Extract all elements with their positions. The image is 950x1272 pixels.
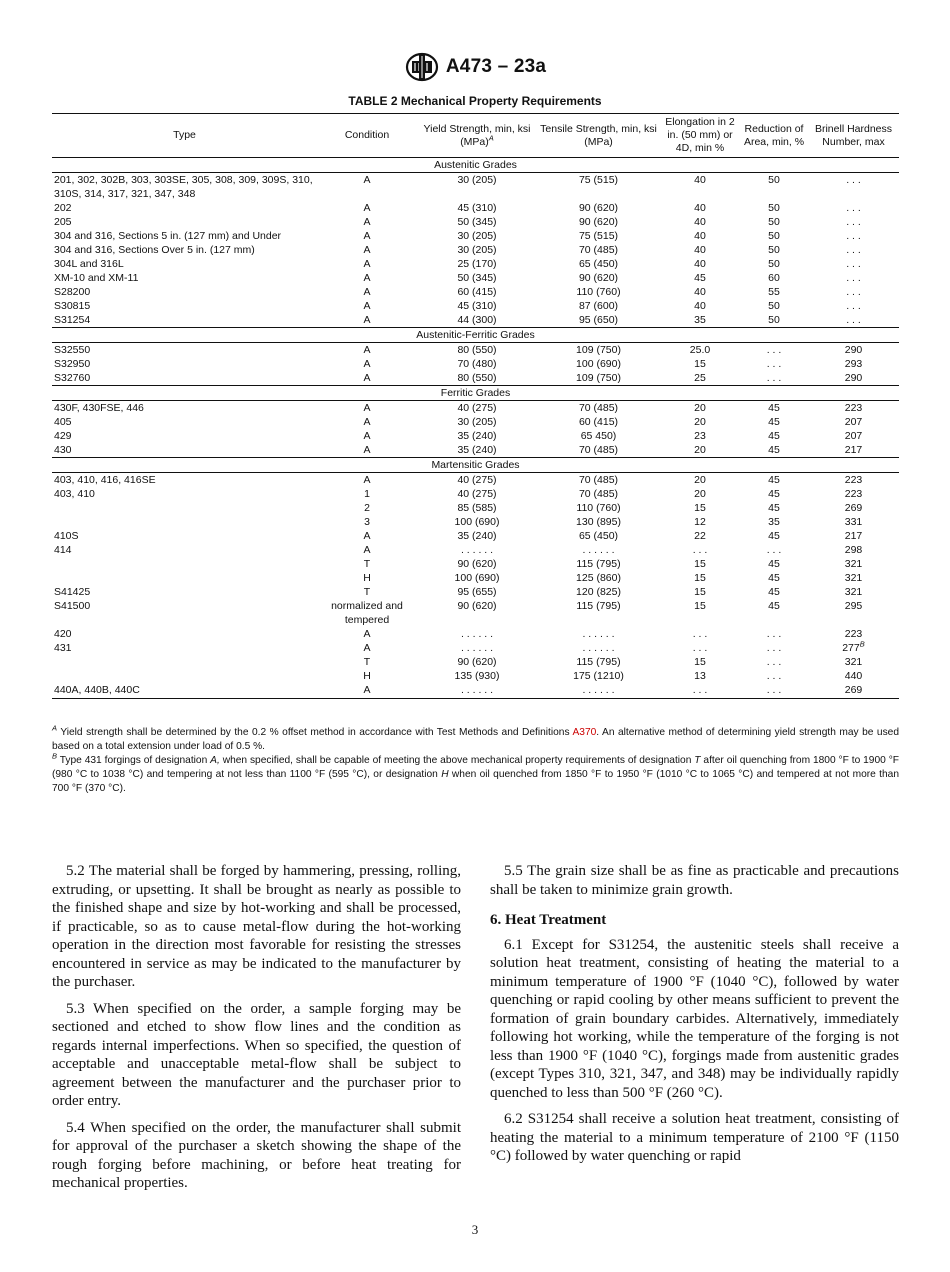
cell-elongation: . . . bbox=[692, 642, 708, 654]
table-header-row bbox=[52, 114, 899, 158]
cell-condition: A bbox=[363, 314, 371, 326]
cell-condition: 2 bbox=[364, 502, 370, 514]
cell-yield: 40 (275) bbox=[457, 488, 497, 500]
cell-condition: A bbox=[363, 300, 371, 312]
cell-elongation: 40 bbox=[694, 202, 706, 214]
cell-brinell: 293 bbox=[844, 358, 863, 370]
left-column bbox=[52, 862, 461, 1201]
cell-tensile: 87 (600) bbox=[578, 300, 619, 312]
cell-condition: A bbox=[363, 530, 371, 542]
cell-condition: 1 bbox=[364, 488, 370, 500]
table-row bbox=[52, 313, 899, 328]
cell-reduction: 45 bbox=[768, 586, 780, 598]
table-row bbox=[52, 285, 899, 299]
paragraph-5-4: 5.4 When specified on the order, the manufacturer shall submit for approval of the purchaser a sketch showing the shape of the rough forging before machining, or before heat treating for mechanical properties. bbox=[52, 1119, 461, 1191]
cell-tensile: 90 (620) bbox=[578, 272, 619, 284]
cell-brinell: 321 bbox=[844, 656, 863, 668]
cell-type: S31254 bbox=[54, 314, 91, 326]
cell-type: 201, 302, 302B, 303, 303SE, 305, 308, 309, 309S, 310, 310S, 314, 317, 321, 347, 348 bbox=[54, 174, 313, 200]
cell-tensile: 110 (760) bbox=[576, 502, 621, 514]
cell-yield: . . . . . . bbox=[460, 642, 494, 654]
cell-condition: T bbox=[363, 656, 371, 668]
cell-yield: 100 (690) bbox=[454, 572, 500, 584]
cell-reduction: 45 bbox=[768, 402, 780, 414]
cell-yield: . . . . . . bbox=[417, 683, 537, 699]
cell-elongation: 23 bbox=[694, 430, 706, 442]
cell-reduction: 50 bbox=[768, 300, 780, 312]
table-footnotes bbox=[52, 723, 899, 796]
mechanical-property-table bbox=[52, 113, 899, 699]
cell-brinell: 223 bbox=[844, 628, 863, 640]
cell-brinell: 217 bbox=[844, 444, 863, 456]
paragraph-5-2: 5.2 The material shall be forged by hammering, pressing, rolling, extruding, or upsetting. It shall be brought as nearly as possible to the finished shape and size by hot-working and shall be processed, if practicable, so as to cause metal-flow during the hot-working operation in the direction most favorable for resisting the stresses encountered in service as may be indicated to the manufacturer by the purchaser. bbox=[52, 863, 461, 990]
cell-brinell: 207 bbox=[844, 416, 863, 428]
cell-tensile: 70 (485) bbox=[578, 488, 619, 500]
cell-yield: 80 (550) bbox=[457, 344, 497, 356]
cell-brinell: . . . bbox=[846, 174, 861, 186]
cell-brinell: . . . bbox=[846, 230, 861, 242]
cell-yield: 80 (550) bbox=[457, 372, 497, 384]
cell-elongation: 20 bbox=[694, 416, 706, 428]
cell-reduction: 45 bbox=[768, 416, 780, 428]
cell-yield: 35 (240) bbox=[457, 530, 497, 542]
cell-reduction: 50 bbox=[768, 314, 780, 326]
cell-tensile: 75 (515) bbox=[578, 174, 619, 186]
cell-elongation: 12 bbox=[694, 516, 706, 528]
cell-yield: 44 (300) bbox=[457, 314, 497, 326]
cell-yield: 45 (310) bbox=[457, 202, 497, 214]
cell-condition: A bbox=[363, 642, 371, 654]
cell-tensile: . . . . . . bbox=[582, 544, 615, 556]
cell-type: 430F, 430FSE, 446 bbox=[54, 402, 144, 414]
table-row bbox=[52, 257, 899, 271]
cell-elongation: 25.0 bbox=[689, 344, 711, 356]
cell-brinell: . . . bbox=[846, 300, 861, 312]
cell-type: 440A, 440B, 440C bbox=[52, 683, 317, 699]
cell-brinell: 321 bbox=[844, 572, 863, 584]
group-label: Austenitic Grades bbox=[52, 158, 899, 173]
cell-condition: H bbox=[363, 572, 371, 584]
section-heading-heat-treatment: 6. Heat Treatment bbox=[490, 912, 607, 928]
cell-type: 304 and 316, Sections Over 5 in. (127 mm) bbox=[54, 244, 255, 256]
cell-elongation: 40 bbox=[694, 258, 706, 270]
table-row bbox=[52, 669, 899, 683]
footnote-b: $^B$ Type 431 forgings of designation A, when specified, shall be capable of meeting the above mechanical property requirements of designation T after oil quenching from 1800 °F to 1900 °F (980 °C to 1038 °C) and tempering at not less than 1100 °F (595 °C), or designation H when oil quenched from 1850 °F to 1950 °F (1010 °C to 1065 °C) and tempered at not more than 700 °F (370 °C). bbox=[52, 751, 899, 794]
cell-yield: 40 (275) bbox=[457, 474, 497, 486]
cell-condition: A bbox=[363, 628, 371, 640]
cell-elongation: 15 bbox=[694, 572, 706, 584]
cell-brinell: 223 bbox=[844, 402, 863, 414]
cell-yield: 70 (480) bbox=[457, 358, 497, 370]
cell-tensile: . . . . . . bbox=[582, 628, 615, 640]
cell-reduction: 55 bbox=[768, 286, 780, 298]
cell-brinell: 217 bbox=[844, 530, 863, 542]
cell-reduction: . . . bbox=[740, 683, 808, 699]
table-row bbox=[52, 173, 899, 202]
cell-brinell: . . . bbox=[846, 216, 861, 228]
cell-elongation: 20 bbox=[694, 474, 706, 486]
table-row bbox=[52, 201, 899, 215]
cell-reduction: 45 bbox=[768, 502, 780, 514]
table-row bbox=[52, 357, 899, 371]
cell-type: S28200 bbox=[54, 286, 91, 298]
cell-elongation: 25 bbox=[694, 372, 706, 384]
cell-type: S41500 bbox=[54, 600, 91, 612]
cell-elongation: . . . bbox=[692, 544, 708, 556]
cell-condition: A bbox=[363, 202, 371, 214]
cell-yield: . . . . . . bbox=[460, 544, 494, 556]
col-header-reduction: Reduction of Area, min, % bbox=[740, 114, 808, 158]
cell-tensile: 130 (895) bbox=[576, 516, 621, 528]
group-header-row bbox=[52, 158, 899, 173]
paragraph-5-5: 5.5 The grain size shall be as fine as practicable and precautions shall be taken to minimize grain growth. bbox=[490, 863, 899, 898]
cell-reduction: 45 bbox=[768, 444, 780, 456]
cell-type: 431 bbox=[54, 642, 72, 654]
table-row bbox=[52, 571, 899, 585]
group-header-row bbox=[52, 328, 899, 343]
cell-tensile: 109 (750) bbox=[576, 344, 621, 356]
cell-elongation: 45 bbox=[694, 272, 706, 284]
table-row bbox=[52, 515, 899, 529]
cell-yield: 40 (275) bbox=[457, 402, 497, 414]
table-title: TABLE 2 Mechanical Property Requirements bbox=[348, 94, 602, 108]
cell-condition: A bbox=[363, 358, 371, 370]
cell-yield: 50 (345) bbox=[457, 272, 497, 284]
cell-type: 202 bbox=[54, 202, 72, 214]
paragraph-5-3: 5.3 When specified on the order, a sample forging may be sectioned and etched to show flow lines and the condition as regards internal imperfections. When so specified, the question of acceptable and unacceptable metal-flow shall be subject to agreement between the manufacturer and the purchaser prior to order entry. bbox=[52, 1000, 461, 1109]
cell-yield: 60 (415) bbox=[457, 286, 497, 298]
cell-tensile: 95 (650) bbox=[578, 314, 619, 326]
cell-tensile: 65 450) bbox=[580, 430, 617, 442]
col-header-type: Type bbox=[52, 114, 317, 158]
cell-yield: . . . . . . bbox=[460, 628, 494, 640]
col-header-brinell: Brinell Hardness Number, max bbox=[808, 114, 899, 158]
cell-yield: 90 (620) bbox=[457, 656, 497, 668]
table-row bbox=[52, 501, 899, 515]
table-row bbox=[52, 599, 899, 627]
table-row bbox=[52, 473, 899, 488]
cell-reduction: . . . bbox=[766, 544, 782, 556]
paragraph-6-1: 6.1 Except for S31254, the austenitic steels shall receive a solution heat treatment, consisting of heating the material to a minimum temperature of 1900 °F (1040 °C), followed by water quenching or rapid cooling by other means sufficient to prevent the formation of grain boundary carbides. Alternatively, immediately following hot working, while the temperature of the forging is not less than 1900 °F (1040 °C), forgings made from austenitic grades (except Types 310, 321, 347, and 348) may be individually rapidly quenched to less than 500 °F (260 °C). bbox=[490, 936, 899, 1101]
cell-condition: normalized and tempered bbox=[331, 600, 403, 626]
cell-type bbox=[52, 655, 317, 669]
cell-type: S32760 bbox=[54, 372, 91, 384]
cell-brinell: 298 bbox=[844, 544, 863, 556]
cell-condition: T bbox=[363, 558, 371, 570]
table-row bbox=[52, 543, 899, 557]
table-row bbox=[52, 487, 899, 501]
cell-reduction: 45 bbox=[768, 600, 780, 612]
cell-condition: A bbox=[363, 402, 371, 414]
cell-yield: 45 (310) bbox=[457, 300, 497, 312]
table-row bbox=[52, 371, 899, 386]
cell-elongation: 35 bbox=[694, 314, 706, 326]
cell-brinell: . . . bbox=[846, 286, 861, 298]
cell-brinell: . . . bbox=[846, 258, 861, 270]
cell-condition: A bbox=[363, 344, 371, 356]
paragraph-6-2: 6.2 S31254 shall receive a solution heat treatment, consisting of heating the material to a minimum temperature of 2100 °F (1150 °C) followed by water quenching or rapid bbox=[490, 1111, 899, 1164]
cell-type: 304L and 316L bbox=[54, 258, 124, 270]
cell-brinell: 321 bbox=[844, 558, 863, 570]
cell-condition: A bbox=[363, 216, 371, 228]
cell-reduction: 45 bbox=[768, 474, 780, 486]
group-label: Ferritic Grades bbox=[52, 386, 899, 401]
table-row bbox=[52, 215, 899, 229]
cell-condition: A bbox=[363, 372, 371, 384]
col-header-elongation: Elongation in 2 in. (50 mm) or 4D, min % bbox=[660, 114, 740, 158]
cell-reduction: . . . bbox=[766, 656, 782, 668]
cell-yield: 30 (205) bbox=[457, 174, 497, 186]
table-row bbox=[52, 627, 899, 641]
cell-yield: 35 (240) bbox=[457, 444, 497, 456]
cell-condition: A bbox=[363, 286, 371, 298]
cell-yield: 30 (205) bbox=[457, 244, 497, 256]
group-header-row bbox=[52, 458, 899, 473]
cell-tensile: 65 (450) bbox=[578, 530, 619, 542]
cell-brinell: . . . bbox=[846, 244, 861, 256]
cell-condition: A bbox=[363, 544, 371, 556]
cell-yield: 30 (205) bbox=[457, 230, 497, 242]
cell-condition: A bbox=[363, 244, 371, 256]
table-row bbox=[52, 229, 899, 243]
cell-elongation: 15 bbox=[694, 586, 706, 598]
cell-type bbox=[52, 669, 317, 683]
cell-elongation: . . . bbox=[660, 683, 740, 699]
cell-type bbox=[52, 501, 317, 515]
cell-elongation: 40 bbox=[694, 300, 706, 312]
page-header bbox=[0, 52, 950, 87]
cell-elongation: 40 bbox=[694, 230, 706, 242]
cell-brinell: 207 bbox=[844, 430, 863, 442]
cell-type: S41425 bbox=[54, 586, 91, 598]
cell-type: S32550 bbox=[54, 344, 91, 356]
cell-condition: A bbox=[363, 444, 371, 456]
cell-reduction: 60 bbox=[768, 272, 780, 284]
cell-tensile: 90 (620) bbox=[578, 216, 619, 228]
table-row bbox=[52, 585, 899, 599]
cell-brinell: 440 bbox=[844, 670, 863, 682]
cell-tensile: 60 (415) bbox=[578, 416, 619, 428]
cell-tensile: 109 (750) bbox=[576, 372, 621, 384]
cell-brinell: 269 bbox=[844, 502, 863, 514]
cell-tensile: 125 (860) bbox=[576, 572, 621, 584]
cell-condition: 3 bbox=[364, 516, 370, 528]
cell-elongation: . . . bbox=[692, 628, 708, 640]
cell-condition: A bbox=[363, 174, 371, 186]
cell-brinell: 290 bbox=[844, 372, 863, 384]
cell-reduction: 50 bbox=[768, 202, 780, 214]
cell-tensile: . . . . . . bbox=[582, 642, 615, 654]
page-number: 3 bbox=[471, 1222, 479, 1237]
cell-elongation: 20 bbox=[694, 444, 706, 456]
cell-type: S32950 bbox=[54, 358, 91, 370]
cell-yield: 25 (170) bbox=[457, 258, 497, 270]
table-row bbox=[52, 243, 899, 257]
cell-type: XM-10 and XM-11 bbox=[54, 272, 139, 284]
cell-brinell: 331 bbox=[844, 516, 863, 528]
cell-elongation: 15 bbox=[694, 358, 706, 370]
cell-condition: A bbox=[363, 474, 371, 486]
cell-yield: 85 (585) bbox=[457, 502, 497, 514]
cell-tensile: 70 (485) bbox=[578, 444, 619, 456]
cell-yield: 90 (620) bbox=[457, 558, 497, 570]
cell-brinell: . . . bbox=[846, 272, 861, 284]
cell-tensile: 175 (1210) bbox=[573, 670, 624, 682]
cell-elongation: 15 bbox=[694, 656, 706, 668]
cell-elongation: 13 bbox=[694, 670, 706, 682]
table-row bbox=[52, 271, 899, 285]
cell-yield: 30 (205) bbox=[457, 416, 497, 428]
cell-condition: A bbox=[363, 430, 371, 442]
cell-elongation: 40 bbox=[694, 286, 706, 298]
cell-tensile: 70 (485) bbox=[578, 402, 619, 414]
cell-condition: A bbox=[363, 258, 371, 270]
cell-brinell: . . . bbox=[846, 202, 861, 214]
cell-type: 410S bbox=[54, 530, 79, 542]
cell-type: 405 bbox=[54, 416, 72, 428]
cell-condition: T bbox=[363, 586, 371, 598]
col-header-condition: Condition bbox=[317, 114, 417, 158]
cell-brinell: 321 bbox=[844, 586, 863, 598]
cell-yield: 35 (240) bbox=[457, 430, 497, 442]
cell-reduction: 45 bbox=[768, 558, 780, 570]
table-body bbox=[52, 158, 899, 699]
footnote-a: $^A$ Yield strength shall be determined by the 0.2 % offset method in accordance with Test Methods and Definitions A370. An alternative method of determining yield strength may be used based on a total extension under load of 0.5 %. bbox=[52, 723, 899, 752]
col-header-yield: Yield Strength, min, ksi (MPa)$^A$ bbox=[417, 114, 537, 158]
cell-reduction: 45 bbox=[768, 572, 780, 584]
cell-elongation: 15 bbox=[694, 502, 706, 514]
cell-yield: 50 (345) bbox=[457, 216, 497, 228]
cell-reduction: . . . bbox=[766, 628, 782, 640]
cell-type bbox=[52, 515, 317, 529]
cell-elongation: 40 bbox=[694, 244, 706, 256]
cell-type: 403, 410, 416, 416SE bbox=[54, 474, 156, 486]
cell-type bbox=[52, 557, 317, 571]
group-label: Austenitic-Ferritic Grades bbox=[52, 328, 899, 343]
table-row bbox=[52, 299, 899, 313]
table-row bbox=[52, 529, 899, 543]
cell-tensile: 115 (795) bbox=[576, 656, 621, 668]
cell-brinell: 290 bbox=[844, 344, 863, 356]
cell-elongation: 40 bbox=[694, 174, 706, 186]
table-row bbox=[52, 443, 899, 458]
cell-reduction: 50 bbox=[768, 258, 780, 270]
col-header-tensile: Tensile Strength, min, ksi (MPa) bbox=[537, 114, 660, 158]
astm-logo-icon bbox=[404, 52, 440, 82]
cell-condition: A bbox=[363, 272, 371, 284]
cell-elongation: 20 bbox=[694, 488, 706, 500]
cell-reduction: 50 bbox=[768, 216, 780, 228]
cell-type bbox=[52, 571, 317, 585]
cell-yield: 135 (930) bbox=[454, 670, 500, 682]
cell-brinell: 223 bbox=[844, 474, 863, 486]
cell-condition: A bbox=[317, 683, 417, 699]
table-row bbox=[52, 343, 899, 358]
table-row bbox=[52, 429, 899, 443]
cell-reduction: 45 bbox=[768, 430, 780, 442]
cell-type: 414 bbox=[54, 544, 72, 556]
cell-reduction: . . . bbox=[766, 358, 782, 370]
table-row bbox=[52, 655, 899, 669]
cell-tensile: 90 (620) bbox=[578, 202, 619, 214]
cell-reduction: . . . bbox=[766, 344, 782, 356]
table-row bbox=[52, 557, 899, 571]
cell-tensile: 115 (795) bbox=[576, 600, 621, 612]
cell-condition: H bbox=[363, 670, 371, 682]
right-column bbox=[490, 862, 899, 1174]
cell-tensile: 70 (485) bbox=[578, 244, 619, 256]
cell-brinell: $277^B$ bbox=[842, 639, 865, 654]
cell-condition: A bbox=[363, 416, 371, 428]
cell-type: 429 bbox=[54, 430, 72, 442]
cell-type: 403, 410 bbox=[54, 488, 95, 500]
cell-reduction: . . . bbox=[766, 642, 782, 654]
cell-tensile: 115 (795) bbox=[576, 558, 621, 570]
cell-elongation: 15 bbox=[694, 558, 706, 570]
cell-yield: 90 (620) bbox=[457, 600, 497, 612]
cell-type: S30815 bbox=[54, 300, 91, 312]
cell-elongation: 15 bbox=[694, 600, 706, 612]
table-row bbox=[52, 415, 899, 429]
cell-reduction: 50 bbox=[768, 174, 780, 186]
cell-brinell: 223 bbox=[844, 488, 863, 500]
cell-tensile: 100 (690) bbox=[576, 358, 621, 370]
table-row bbox=[52, 401, 899, 416]
document-id: A473 – 23a bbox=[445, 56, 547, 77]
cell-brinell: 269 bbox=[808, 683, 899, 699]
table-container bbox=[52, 113, 899, 699]
cell-brinell: 295 bbox=[844, 600, 863, 612]
cell-yield: 100 (690) bbox=[454, 516, 500, 528]
cell-brinell: . . . bbox=[846, 314, 861, 326]
table-row bbox=[52, 683, 899, 699]
cell-elongation: 40 bbox=[694, 216, 706, 228]
cell-elongation: 22 bbox=[694, 530, 706, 542]
table-row bbox=[52, 641, 899, 655]
cell-reduction: 45 bbox=[768, 530, 780, 542]
cell-elongation: 20 bbox=[694, 402, 706, 414]
cell-tensile: . . . . . . bbox=[537, 683, 660, 699]
cell-type: 420 bbox=[54, 628, 72, 640]
cell-type: 205 bbox=[54, 216, 72, 228]
cell-yield: 95 (655) bbox=[457, 586, 497, 598]
cell-tensile: 65 (450) bbox=[578, 258, 619, 270]
cell-tensile: 70 (485) bbox=[578, 474, 619, 486]
cell-tensile: 120 (825) bbox=[576, 586, 621, 598]
group-label: Martensitic Grades bbox=[52, 458, 899, 473]
cell-reduction: 45 bbox=[768, 488, 780, 500]
group-header-row bbox=[52, 386, 899, 401]
cell-reduction: . . . bbox=[766, 372, 782, 384]
cell-reduction: . . . bbox=[766, 670, 782, 682]
cell-reduction: 50 bbox=[768, 244, 780, 256]
a370-link[interactable]: A370 bbox=[572, 727, 597, 738]
cell-condition: A bbox=[363, 230, 371, 242]
cell-tensile: 110 (760) bbox=[576, 286, 621, 298]
cell-reduction: 50 bbox=[768, 230, 780, 242]
cell-reduction: 35 bbox=[768, 516, 780, 528]
cell-tensile: 75 (515) bbox=[578, 230, 619, 242]
cell-type: 304 and 316, Sections 5 in. (127 mm) and Under bbox=[54, 230, 282, 242]
cell-type: 430 bbox=[54, 444, 72, 456]
